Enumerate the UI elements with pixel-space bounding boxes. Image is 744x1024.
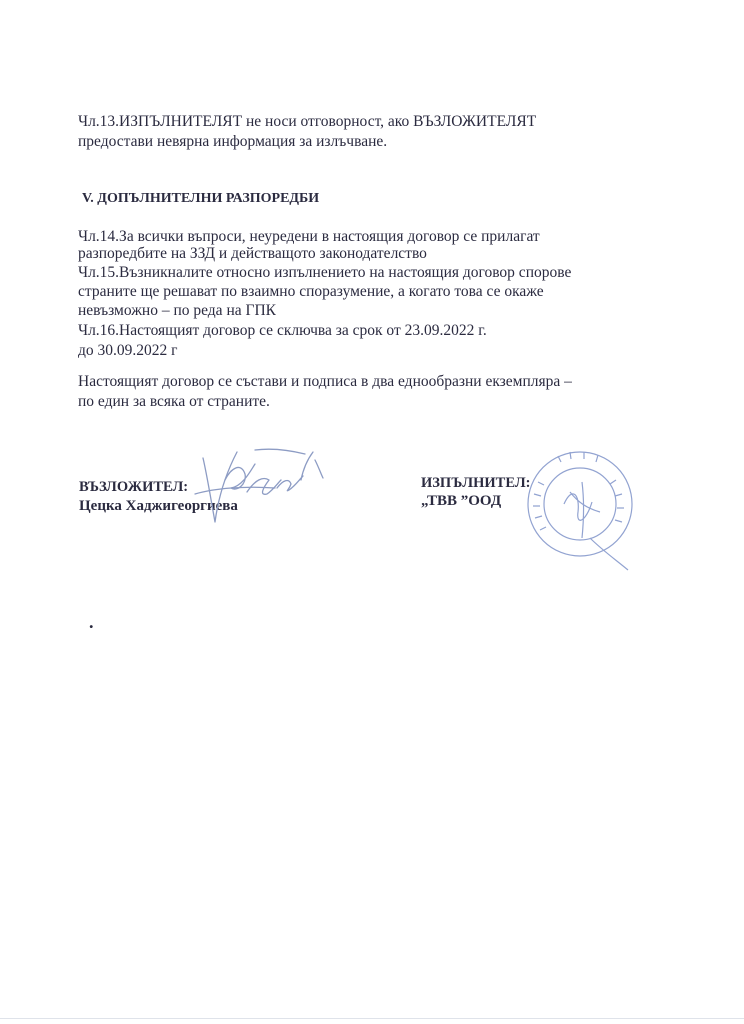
article-13-line-1: Чл.13.ИЗПЪЛНИТЕЛЯТ не носи отговорност, ако ВЪЗЛОЖИТЕЛЯТ [78, 113, 537, 130]
handwritten-signature [185, 430, 335, 540]
article-14-line-2: разпоредбите на ЗЗД и действащото законодателство [78, 245, 427, 262]
article-13-line-2: предостави невярна информация за излъчване. [78, 133, 388, 150]
contractor-label: ИЗПЪЛНИТЕЛ: [421, 475, 531, 491]
article-14-line-1: Чл.14.За всички въпроси, неуредени в настоящия договор се прилагат [78, 228, 540, 245]
article-15-line-3: невъзможно – по реда на ГПК [78, 302, 276, 319]
closing-line-2: по един за всяка от страните. [78, 393, 270, 410]
company-stamp [520, 442, 648, 574]
assignor-name: Цецка Хаджигеоргиева [79, 498, 238, 514]
contractor-name: „ТВВ ”ООД [421, 493, 502, 509]
stray-mark: . [89, 612, 94, 632]
article-15-line-1: Чл.15.Възникналите относно изпълнението на настоящия договор спорове [78, 264, 572, 281]
article-15-line-2: страните ще решават по взаимно споразумение, а когато това се окаже [78, 283, 544, 300]
article-16-line-2: до 30.09.2022 г [78, 342, 178, 359]
assignor-label: ВЪЗЛОЖИТЕЛ: [79, 479, 189, 495]
article-16-line-1: Чл.16.Настоящият договор се сключва за срок от 23.09.2022 г. [78, 322, 487, 339]
closing-line-1: Настоящият договор се състави и подписа в два еднообразни екземпляра – [78, 373, 572, 390]
scan-edge-line [0, 1018, 744, 1019]
section-heading: V. ДОПЪЛНИТЕЛНИ РАЗПОРЕДБИ [82, 191, 320, 206]
